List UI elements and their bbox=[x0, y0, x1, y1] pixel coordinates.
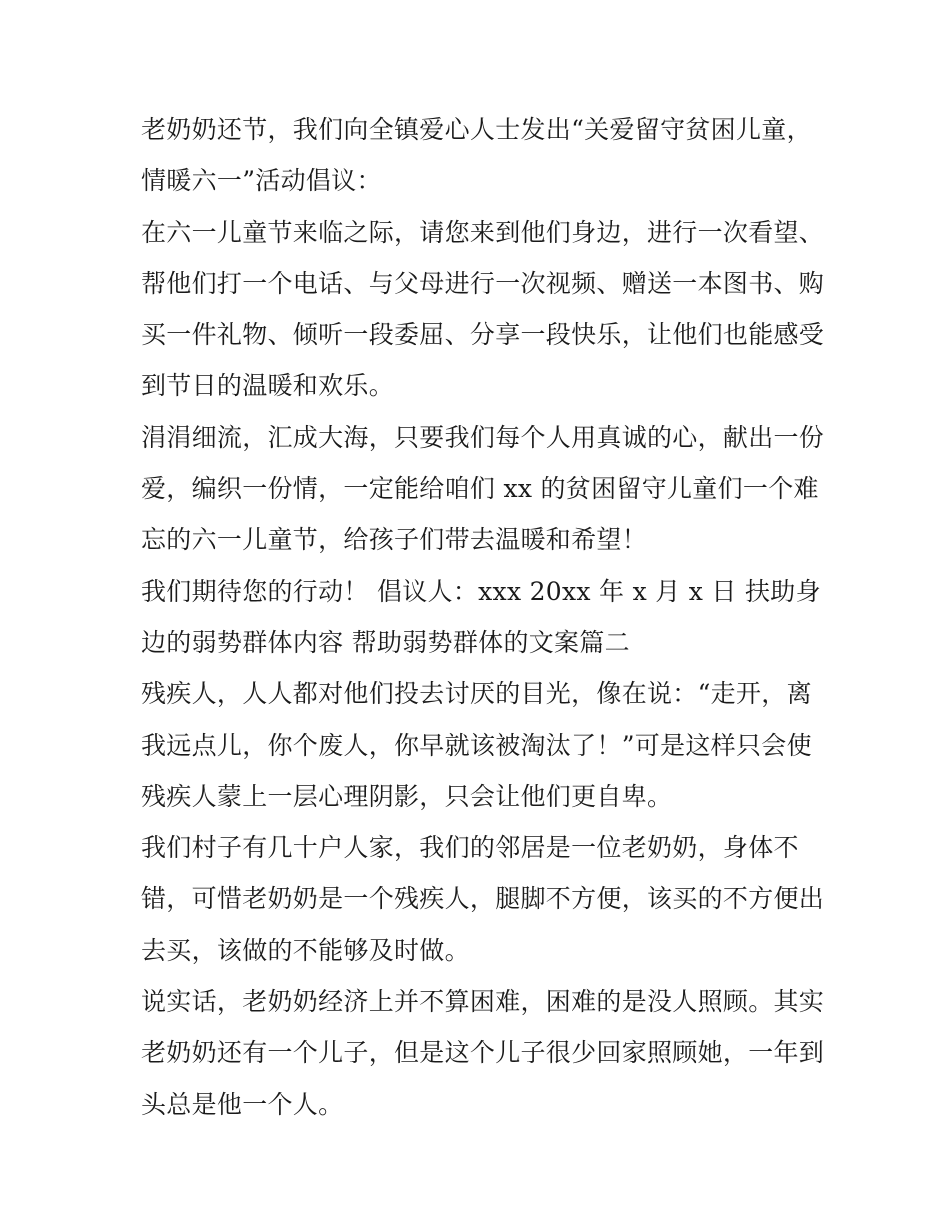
paragraph-no-care: 说实话，老奶奶经济上并不算困难，困难的是没人照顾。其实老奶奶还有一个儿子，但是这个儿子很少回家照顾她，一年到头总是他一个人。 bbox=[141, 987, 825, 1119]
paragraph-signature-and-heading: 我们期待您的行动！ 倡议人：xxx 20xx 年 x 月 x 日 扶助身边的弱势群体内容 帮助弱势群体的文案篇二 bbox=[141, 576, 821, 657]
paragraph-village-neighbor: 我们村子有几十户人家，我们的邻居是一位老奶奶，身体不错，可惜老奶奶是一个残疾人，腿脚不方便，该买的不方便出去买，该做的不能够及时做。 bbox=[141, 833, 825, 965]
document-body bbox=[141, 104, 831, 1130]
paragraph-initiative-call: 老奶奶还节，我们向全镇爱心人士发出“关爱留守贫困儿童，情暖六一”活动倡议： bbox=[141, 115, 812, 196]
paragraph-disabled-people: 残疾人，人人都对他们投去讨厌的目光，像在说：“走开，离我远点儿，你个废人，你早就该被淘汰了！”可是这样只会使残疾人蒙上一层心理阴影，只会让他们更自卑。 bbox=[141, 679, 812, 811]
paragraph-streams-to-sea: 涓涓细流，汇成大海，只要我们每个人用真诚的心，献出一份爱，编织一份情，一定能给咱们 xx 的贫困留守儿童们一个难忘的六一儿童节，给孩子们带去温暖和希望！ bbox=[141, 422, 825, 555]
paragraph-children-day-actions: 在六一儿童节来临之际，请您来到他们身边，进行一次看望、帮他们打一个电话、与父母进行一次视频、赠送一本图书、购买一件礼物、倾听一段委屈、分享一段快乐，让他们也能感受到节日的温暖和欢乐。 bbox=[141, 217, 825, 401]
